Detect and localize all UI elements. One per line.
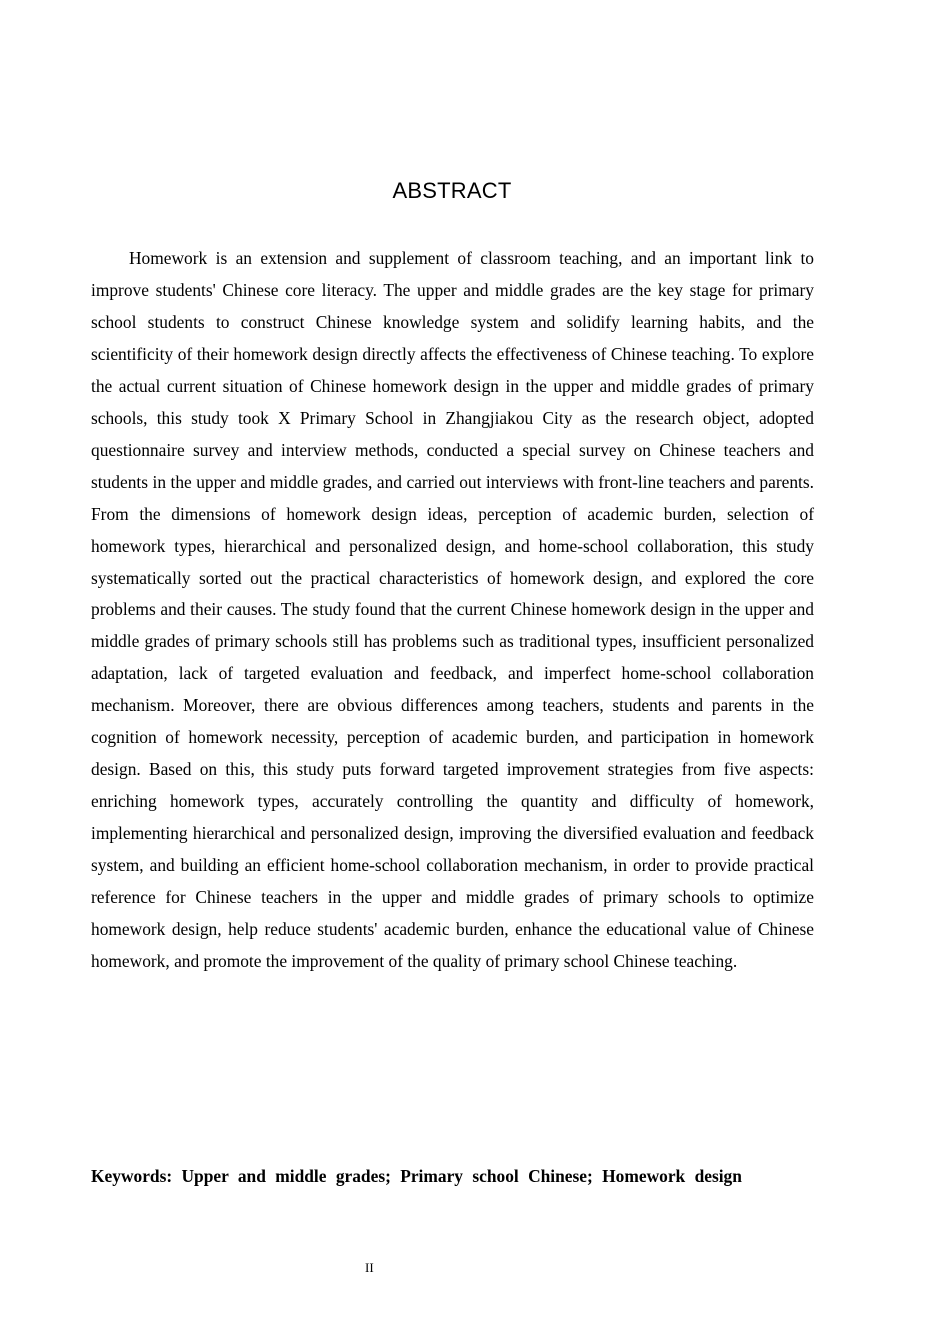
abstract-title: ABSTRACT <box>392 178 512 203</box>
page-number: II <box>365 1260 374 1275</box>
abstract-body: Homework is an extension and supplement of classroom teaching, and an important link to improve students' Chinese core literacy. The upper and middle grades are the key stage for primary school students to construct Chinese knowledge system and solidify learning habits, and the scientificity of their homework design directly affects the effectiveness of Chinese teaching. To explore the actual current situation of Chinese homework design in the upper and middle grades of primary schools, this study took X Primary School in Zhangjiakou City as the research object, adopted questionnaire survey and interview methods, conducted a special survey on Chinese teachers and students in the upper and middle grades, and carried out interviews with front-line teachers and parents. From the dimensions of homework design ideas, perception of academic burden, selection of homework types, hierarchical and personalized design, and home-school collaboration, this study systematically sorted out the practical characteristics of homework design, and explored the core problems and their causes. The study found that the current Chinese homework design in the upper and middle grades of primary schools still has problems such as traditional types, insufficient personalized adaptation, lack of targeted evaluation and feedback, and imperfect home-school collaboration mechanism. Moreover, there are obvious differences among teachers, students and parents in the cognition of homework necessity, perception of academic burden, and participation in homework design. Based on this, this study puts forward targeted improvement strategies from five aspects: enriching homework types, accurately controlling the quantity and difficulty of homework, implementing hierarchical and personalized design, improving the diversified evaluation and feedback system, and building an efficient home-school collaboration mechanism, in order to provide practical reference for Chinese teachers in the upper and middle grades of primary schools to optimize homework design, help reduce students' academic burden, enhance the educational value of Chinese homework, and promote the improvement of the quality of primary school Chinese teaching. <box>91 248 814 971</box>
keywords-line: Keywords: Upper and middle grades; Primary school Chinese; Homework design <box>91 1166 742 1186</box>
